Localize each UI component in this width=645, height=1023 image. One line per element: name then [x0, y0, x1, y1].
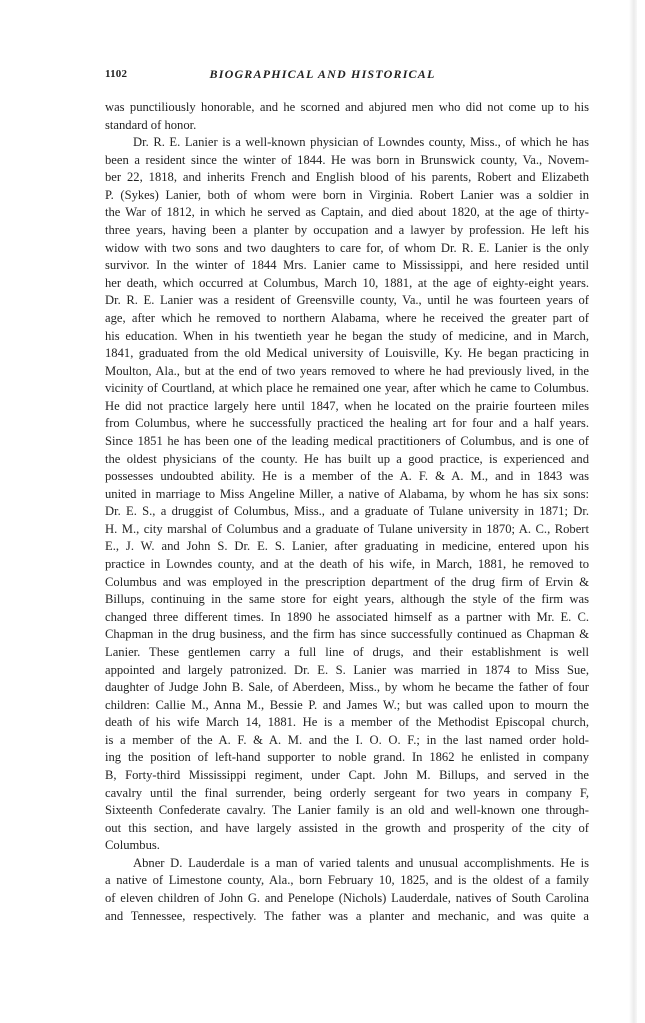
paragraph [105, 99, 589, 134]
text-line: united in marriage to Miss Angeline Miller, a native of Alabama, by whom he has six sons: [105, 486, 589, 501]
text-line: Billups, continuing in the same store for eight years, although the style of the firm was [105, 592, 589, 607]
text-line: possesses undoubted ability. He is a member of the A. F. & A. M., and in 1843 was [105, 469, 589, 484]
text-line: widow with two sons and two daughters to care for, of whom Dr. R. E. Lanier is the only [105, 240, 589, 255]
text-line: Sixteenth Confederate cavalry. The Lanier family is an old and well-known one through- [105, 803, 589, 818]
running-head-title: BIOGRAPHICAL AND HISTORICAL [209, 67, 436, 81]
text-line: Since 1851 he has been one of the leading medical practitioners of Columbus, and is one of [105, 433, 589, 448]
text-line: been a resident since the winter of 1844. He was born in Brunswick county, Va., Novem- [105, 152, 589, 167]
text-line: her death, which occurred at Columbus, March 10, 1881, at the age of eighty-eight years. [105, 275, 589, 290]
text-line: Chapman in the drug business, and the firm has since successfully continued as Chapman & [105, 627, 589, 642]
text-line: changed three different times. In 1890 he associated himself as a partner with Mr. E. C. [105, 609, 589, 624]
text-line: Lanier. These gentlemen carry a full line of drugs, and their establishment is well [105, 644, 589, 659]
text-line: P. (Sykes) Lanier, both of whom were born in Virginia. Robert Lanier was a soldier in [105, 187, 589, 202]
text-line: ing the position of left-hand supporter to noble grand. In 1862 he enlisted in company [105, 750, 589, 765]
text-line: daughter of Judge John B. Sale, of Aberdeen, Miss., by whom he became the father of four [105, 680, 589, 695]
paragraph [105, 855, 589, 925]
text-line: Columbus and was employed in the prescription department of the drug firm of Ervin & [105, 574, 589, 589]
text-line: B, Forty-third Mississippi regiment, under Capt. John M. Billups, and served in the [105, 767, 589, 782]
text-line: Dr. R. E. Lanier is a well-known physician of Lowndes county, Miss., of which he has [133, 135, 589, 150]
text-line: of eleven children of John G. and Penelope (Nichols) Lauderdale, natives of South Carolina [105, 891, 589, 906]
text-line: his education. When in his twentieth year he began the study of medicine, and in March, [105, 328, 589, 343]
text-line: and Tennessee, respectively. The father was a planter and mechanic, and was quite a [105, 908, 589, 923]
text-line: age, after which he removed to northern Alabama, where he received the greater part of [105, 310, 589, 325]
text-line: standard of honor. [105, 117, 197, 132]
text-line: appointed and largely patronized. Dr. E. S. Lanier was married in 1874 to Miss Sue, [105, 662, 589, 677]
body-text [105, 99, 589, 925]
text-line: a native of Limestone county, Ala., born February 10, 1825, and is the oldest of a family [105, 873, 589, 888]
text-line: Columbus. [105, 838, 160, 853]
text-line: out this section, and have largely assisted in the growth and prosperity of the city of [105, 820, 589, 835]
text-line: the oldest physicians of the county. He has built up a good practice, is experienced and [105, 451, 589, 466]
text-line: death of his wife March 14, 1881. He is a member of the Methodist Episcopal church, [105, 715, 589, 730]
text-line: practice in Lowndes county, and at the death of his wife, in March, 1881, he removed to [105, 557, 589, 572]
text-line: the War of 1812, in which he served as Captain, and died about 1820, at the age of thirty- [105, 205, 589, 220]
text-line: survivor. In the winter of 1844 Mrs. Lanier came to Mississippi, and here resided until [105, 258, 589, 273]
text-line: vicinity of Courtland, at which place he remained one year, after which he came to Columbus. [105, 381, 589, 396]
text-line: Dr. E. S., a druggist of Columbus, Miss., and a graduate of Tulane university in 1871; Dr. [105, 504, 589, 519]
text-line: is a member of the A. F. & A. M. and the I. O. O. F.; in the last named order hold- [105, 732, 589, 747]
text-line: cavalry until the final surrender, being orderly sergeant for two years in company F, [105, 785, 589, 800]
text-line: He did not practice largely here until 1847, when he located on the prairie fourteen miles [105, 398, 589, 413]
text-line: from Columbus, where he successfully practiced the healing art for four and a half years. [105, 416, 589, 431]
text-line: H. M., city marshal of Columbus and a graduate of Tulane university in 1870; A. C., Robert [105, 521, 589, 536]
text-line: children: Callie M., Anna M., Bessie P. and James W.; but was called upon to mourn the [105, 697, 589, 712]
text-line: Moulton, Ala., but at the end of two years removed to where he had previously lived, in the [105, 363, 589, 378]
text-line: 1841, graduated from the old Medical university of Louisville, Ky. He began practicing in [105, 346, 589, 361]
text-line: E., J. W. and John S. Dr. E. S. Lanier, after graduating in medicine, entered upon his [105, 539, 589, 554]
text-line: ber 22, 1818, and inherits French and English blood of his parents, Robert and Elizabeth [105, 170, 589, 185]
text-line: three years, having been a planter by occupation and a lawyer by profession. He left his [105, 223, 589, 238]
paragraph [105, 134, 589, 855]
text-line: was punctiliously honorable, and he scorned and abjured men who did not come up to his [105, 100, 589, 114]
text-line: Dr. R. E. Lanier was a resident of Greensville county, Va., until he was fourteen years of [105, 293, 589, 308]
text-line: Abner D. Lauderdale is a man of varied talents and unusual accomplishments. He is [133, 855, 589, 870]
scan-edge-shadow [629, 0, 637, 1023]
page-number: 1102 [105, 68, 128, 80]
